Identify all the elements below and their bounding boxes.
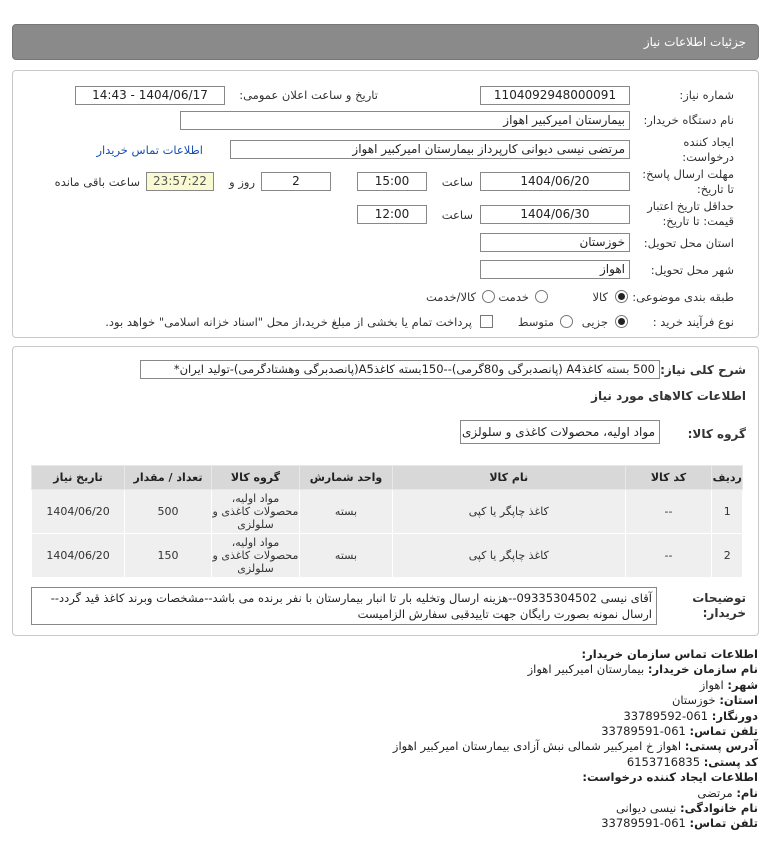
buyer-contact-link[interactable]: اطلاعات تماس خریدار [96,143,203,157]
buyer-org-label: نام دستگاه خریدار: [643,113,734,127]
contact-fax: 061-33789592 [623,708,709,723]
contact-postal: 6153716835 [626,754,701,769]
need-number-label: شماره نیاز: [679,88,734,102]
remaining-time-field: 23:57:22 [146,172,214,191]
cell-date: 1404/06/20 [32,490,125,534]
announce-label: تاریخ و ساعت اعلان عمومی: [239,88,378,102]
cell-name: کاغذ چاپگر یا کپی [392,534,625,578]
creator-name: مرتضی [697,785,733,800]
category-service-radio[interactable] [535,290,548,303]
col-quantity: تعداد / مقدار [125,466,212,490]
cell-quantity: 150 [125,534,212,578]
contact-postal-label: کد پستی: [703,754,758,769]
contact-section [18,647,758,832]
col-date: تاریخ نیاز [32,466,125,490]
cell-group: مواد اولیه، محصولات کاغذی و سلولزی [212,534,300,578]
col-code: کد کالا [625,466,712,490]
group-field: مواد اولیه، محصولات کاغذی و سلولزی [460,420,660,444]
validity-date-field: 1404/06/30 [480,205,630,224]
contact-address: اهواز خ امیرکبیر شمالی نبش آزادی بیمارستان امیرکبیر اهواز [392,739,682,754]
summary-field: 500 بسته کاغذA4 (پانصدبرگی و80گرمی)--150بسته کاغذA5(پانصدبرگی وهشتادگرمی)-تولید ایران* [140,360,660,379]
category-goods-service-radio[interactable] [482,290,495,303]
cell-unit: بسته [299,534,392,578]
summary-label: شرح کلی نیاز: [660,363,746,377]
creator-field: مرتضی نیسی دیوانی کارپرداز بیمارستان امیرکبیر اهواز [230,140,630,159]
deadline-label: مهلت ارسال پاسخ: [642,167,734,181]
validity-label: حداقل تاریخ اعتبار [647,199,734,213]
contact-province-label: استان: [719,693,758,708]
process-medium-radio[interactable] [560,315,573,328]
city-field: اهواز [480,260,630,279]
cell-row: 1 [712,490,743,534]
deadline-date-field: 1404/06/20 [480,172,630,191]
contact-fax-label: دورنگار: [711,708,758,723]
deadline-time-field: 15:00 [357,172,427,191]
buyer-notes-field: آقای نیسی 09335304502--هزینه ارسال وتخلیه بار تا انبار بیمارستان با نفر برنده می باشد--مشخصات وبرند کاغذ قید گردد--ارسال نمونه بصورت رایگان جهت تاییدقبی سفارش الزامیست [31,587,657,625]
creator-family: نیسی دیوانی [615,801,677,816]
need-details-panel [12,346,759,636]
cell-group: مواد اولیه، محصولات کاغذی و سلولزی [212,490,300,534]
days-field: 2 [261,172,331,191]
contact-address-label: آدرس پستی: [684,739,758,754]
validity-time-field: 12:00 [357,205,427,224]
items-table [31,465,743,578]
contact-phone-label: تلفن تماس: [689,724,758,739]
table-row [32,490,743,534]
creator-name-label: نام: [736,785,758,800]
cell-code: -- [625,534,712,578]
buyer-notes-label: توضیحات [692,591,746,605]
col-name: نام کالا [392,466,625,490]
process-label: نوع فرآیند خرید : [652,315,734,329]
days-label: روز و [229,175,255,189]
payment-note: پرداخت تمام یا بخشی از مبلغ خرید،از محل "اسناد خزانه اسلامی" خواهد بود. [105,315,472,329]
remaining-label: ساعت باقی مانده [54,175,140,189]
page-title: جزئیات اطلاعات نیاز [643,35,746,49]
category-goods-radio[interactable] [615,290,628,303]
creator-info-title: اطلاعات ایجاد کننده درخواست: [582,770,758,785]
buyer-notes-label-2: خریدار: [702,606,746,620]
process-medium-label: متوسط [517,315,554,329]
process-minor-label: جزیی [581,315,608,329]
cell-unit: بسته [299,490,392,534]
city-label: شهر محل تحویل: [650,263,734,277]
cell-code: -- [625,490,712,534]
cell-row: 2 [712,534,743,578]
province-field: خوزستان [480,233,630,252]
announce-field: 1404/06/17 - 14:43 [75,86,225,105]
contact-org-label: نام سازمان خریدار: [647,662,758,677]
col-row: ردیف [712,466,743,490]
need-number-field: 1104092948000091 [480,86,630,105]
items-table-header [32,466,743,490]
creator-label: ایجاد کننده [683,135,734,149]
validity-time-label: ساعت [441,208,473,222]
items-title: اطلاعات کالاهای مورد نیاز [591,389,746,403]
col-unit: واحد شمارش [299,466,392,490]
deadline-label-2: تا تاریخ: [696,182,734,196]
cell-quantity: 500 [125,490,212,534]
buyer-org-field: بیمارستان امیرکبیر اهواز [180,111,630,130]
contact-title: اطلاعات تماس سازمان خریدار: [581,647,758,661]
category-goods-service-label: کالا/خدمت [425,290,476,304]
group-label: گروه کالا: [687,427,746,441]
category-service-label: خدمت [498,290,529,304]
need-info-panel [12,70,759,338]
category-goods-label: کالا [592,290,608,304]
deadline-time-label: ساعت [441,175,473,189]
validity-label-2: قیمت: تا تاریخ: [662,214,734,228]
contact-province: خوزستان [671,693,716,708]
contact-city-label: شهر: [727,677,758,692]
cell-date: 1404/06/20 [32,534,125,578]
treasury-payment-checkbox[interactable] [480,315,493,328]
contact-org: بیمارستان امیرکبیر اهواز [527,662,645,677]
table-row [32,534,743,578]
creator-phone: 061-33789591 [601,816,686,831]
province-label: استان محل تحویل: [643,236,734,250]
cell-name: کاغذ چاپگر یا کپی [392,490,625,534]
creator-phone-label: تلفن تماس: [689,816,758,831]
contact-city: اهواز [699,677,724,692]
col-group: گروه کالا [212,466,300,490]
page-header [12,24,759,60]
creator-label-2: درخواست: [682,150,734,164]
category-label: طبقه بندی موضوعی: [632,290,734,304]
process-minor-radio[interactable] [615,315,628,328]
contact-phone: 061-33789591 [601,724,686,739]
creator-family-label: نام خانوادگی: [680,801,758,816]
